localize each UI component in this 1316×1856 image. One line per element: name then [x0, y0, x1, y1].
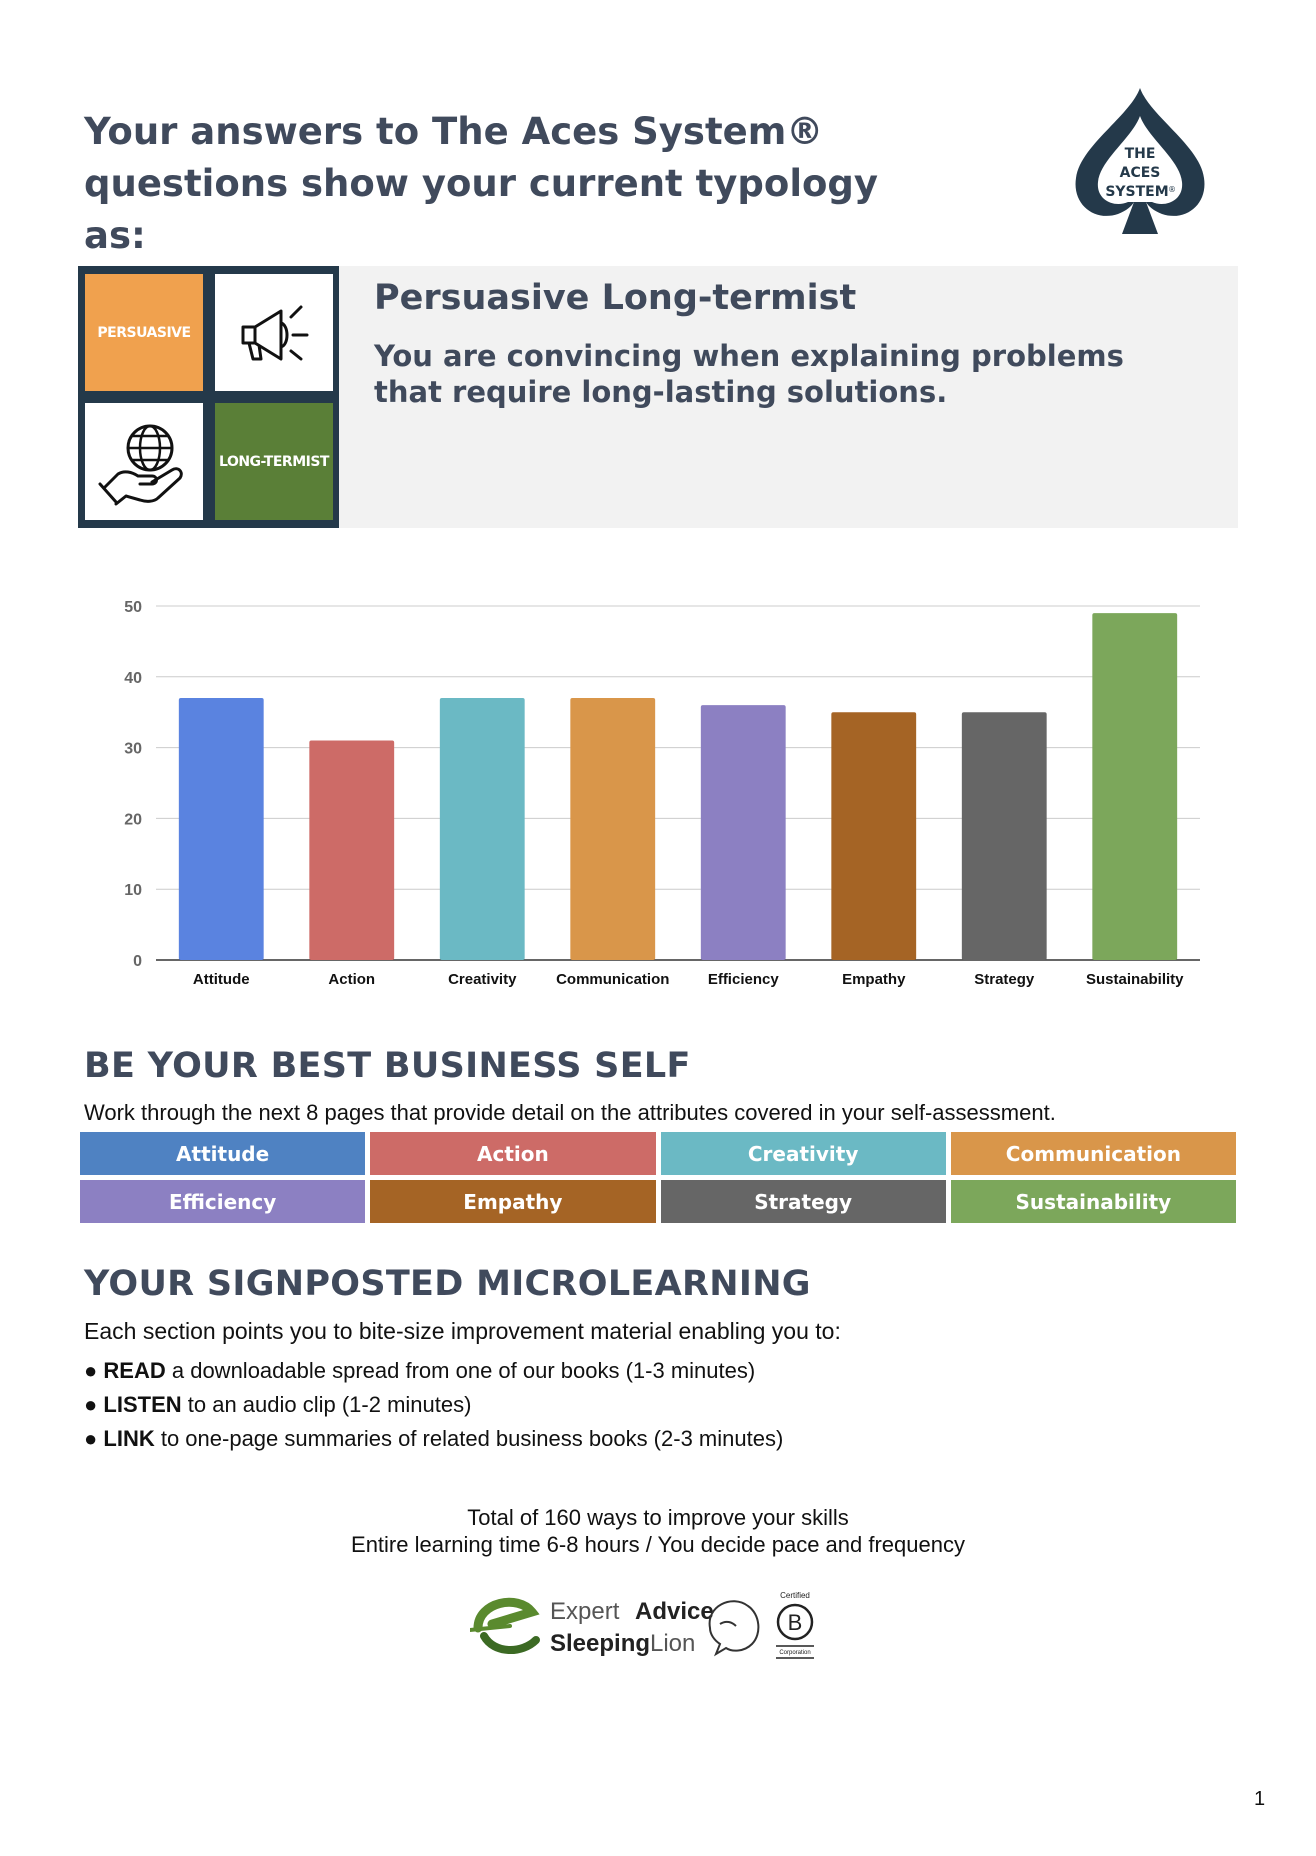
- item-read-label: READ: [103, 1358, 166, 1383]
- y-tick-label: 10: [124, 882, 142, 900]
- tile-long-termist: [215, 403, 333, 520]
- typology-tiles: [78, 266, 339, 528]
- footer-line-1: Total of 160 ways to improve your skills: [467, 1505, 849, 1530]
- bar-creativity: [440, 698, 525, 960]
- tile-persuasive-label: PERSUASIVE: [97, 324, 191, 341]
- attribute-cell-attitude[interactable]: Attitude: [80, 1132, 365, 1175]
- y-tick-label: 30: [124, 740, 142, 758]
- microlearning-item-link: [84, 1422, 783, 1456]
- microlearning-list: [84, 1354, 783, 1456]
- b-corp-icon: [776, 1591, 814, 1658]
- logo-text-the: THE: [1124, 146, 1156, 162]
- microlearning-item-listen: [84, 1388, 783, 1422]
- attribute-cell-sustainability[interactable]: Sustainability: [951, 1180, 1236, 1223]
- x-tick-label: Action: [328, 971, 376, 988]
- attribute-cell-empathy[interactable]: Empathy: [370, 1180, 655, 1223]
- megaphone-icon: [229, 293, 319, 373]
- microlearning-item-read: [84, 1354, 783, 1388]
- attribute-grid: [80, 1132, 1236, 1224]
- attribute-cell-efficiency[interactable]: Efficiency: [80, 1180, 365, 1223]
- tile-megaphone: [215, 274, 333, 391]
- attribute-cell-creativity[interactable]: Creativity: [661, 1132, 946, 1175]
- attribute-scores-chart: [110, 586, 1210, 1006]
- x-tick-label: Creativity: [448, 971, 517, 988]
- brand-logos: [470, 1584, 850, 1660]
- tile-globe-hand: [85, 403, 203, 520]
- microlearning-intro: Each section points you to bite-size improvement material enabling you to:: [84, 1318, 841, 1344]
- item-link-label: LINK: [103, 1426, 155, 1451]
- logo-text-system: SYSTEM: [1105, 184, 1169, 200]
- aces-system-logo: [1070, 86, 1210, 238]
- x-tick-label: Strategy: [974, 971, 1035, 988]
- item-listen-label: LISTEN: [103, 1392, 182, 1417]
- bar-action: [309, 741, 394, 960]
- x-tick-label: Efficiency: [707, 971, 779, 988]
- logo-text-aces: ACES: [1119, 165, 1161, 181]
- brand-lion: Lion: [650, 1630, 696, 1657]
- typology-title: Persuasive Long-termist: [374, 278, 857, 318]
- x-tick-label: Communication: [556, 971, 670, 988]
- logo-registered-mark: ®: [1168, 185, 1176, 194]
- y-tick-label: 40: [124, 669, 142, 687]
- brand-expert: Expert: [550, 1598, 620, 1625]
- tile-persuasive: [85, 274, 203, 391]
- y-tick-label: 0: [133, 953, 142, 970]
- bcorp-letter: B: [787, 1610, 803, 1635]
- attribute-cell-communication[interactable]: Communication: [951, 1132, 1236, 1175]
- bar-empathy: [831, 712, 916, 960]
- best-self-title: BE YOUR BEST BUSINESS SELF: [84, 1046, 691, 1086]
- heading-line-2: questions show your current typology as:: [84, 162, 879, 257]
- y-tick-label: 20: [124, 811, 142, 829]
- attribute-cell-strategy[interactable]: Strategy: [661, 1180, 946, 1223]
- x-tick-label: Sustainability: [1085, 971, 1184, 988]
- tile-long-termist-label: LONG-TERMIST: [219, 453, 329, 470]
- globe-in-hand-icon: [96, 414, 192, 510]
- bar-efficiency: [701, 705, 786, 960]
- bar-attitude: [179, 698, 264, 960]
- item-listen-text: to an audio clip (1-2 minutes): [181, 1392, 472, 1417]
- item-link-text: to one-page summaries of related business books (2-3 minutes): [154, 1426, 784, 1451]
- microlearning-title: YOUR SIGNPOSTED MICROLEARNING: [84, 1264, 811, 1304]
- brand-advice: Advice: [635, 1598, 714, 1625]
- y-tick-label: 50: [124, 599, 142, 616]
- bar-sustainability: [1092, 613, 1177, 960]
- expert-advice-e-icon: [470, 1602, 536, 1650]
- best-self-text: Work through the next 8 pages that provide detail on the attributes covered in your self-assessment.: [84, 1100, 1056, 1125]
- bar-communication: [570, 698, 655, 960]
- footer-summary: [0, 1504, 1316, 1558]
- x-tick-label: Attitude: [192, 971, 250, 988]
- x-tick-label: Empathy: [842, 971, 906, 988]
- typology-description: You are convincing when explaining problems that require long-lasting solutions.: [374, 339, 1124, 409]
- lion-head-icon: [710, 1601, 759, 1654]
- attribute-cell-action[interactable]: Action: [370, 1132, 655, 1175]
- heading-line-1: Your answers to The Aces System®: [84, 110, 824, 153]
- bcorp-certified: Certified: [780, 1591, 810, 1600]
- bcorp-corporation: Corporation: [779, 1650, 811, 1656]
- page-number: 1: [1254, 1788, 1266, 1810]
- page-heading: [84, 106, 904, 262]
- item-read-text: a downloadable spread from one of our books (1-3 minutes): [165, 1358, 756, 1383]
- footer-line-2: Entire learning time 6-8 hours / You decide pace and frequency: [351, 1532, 965, 1557]
- brand-sleeping: Sleeping: [550, 1630, 651, 1657]
- bar-strategy: [962, 712, 1047, 960]
